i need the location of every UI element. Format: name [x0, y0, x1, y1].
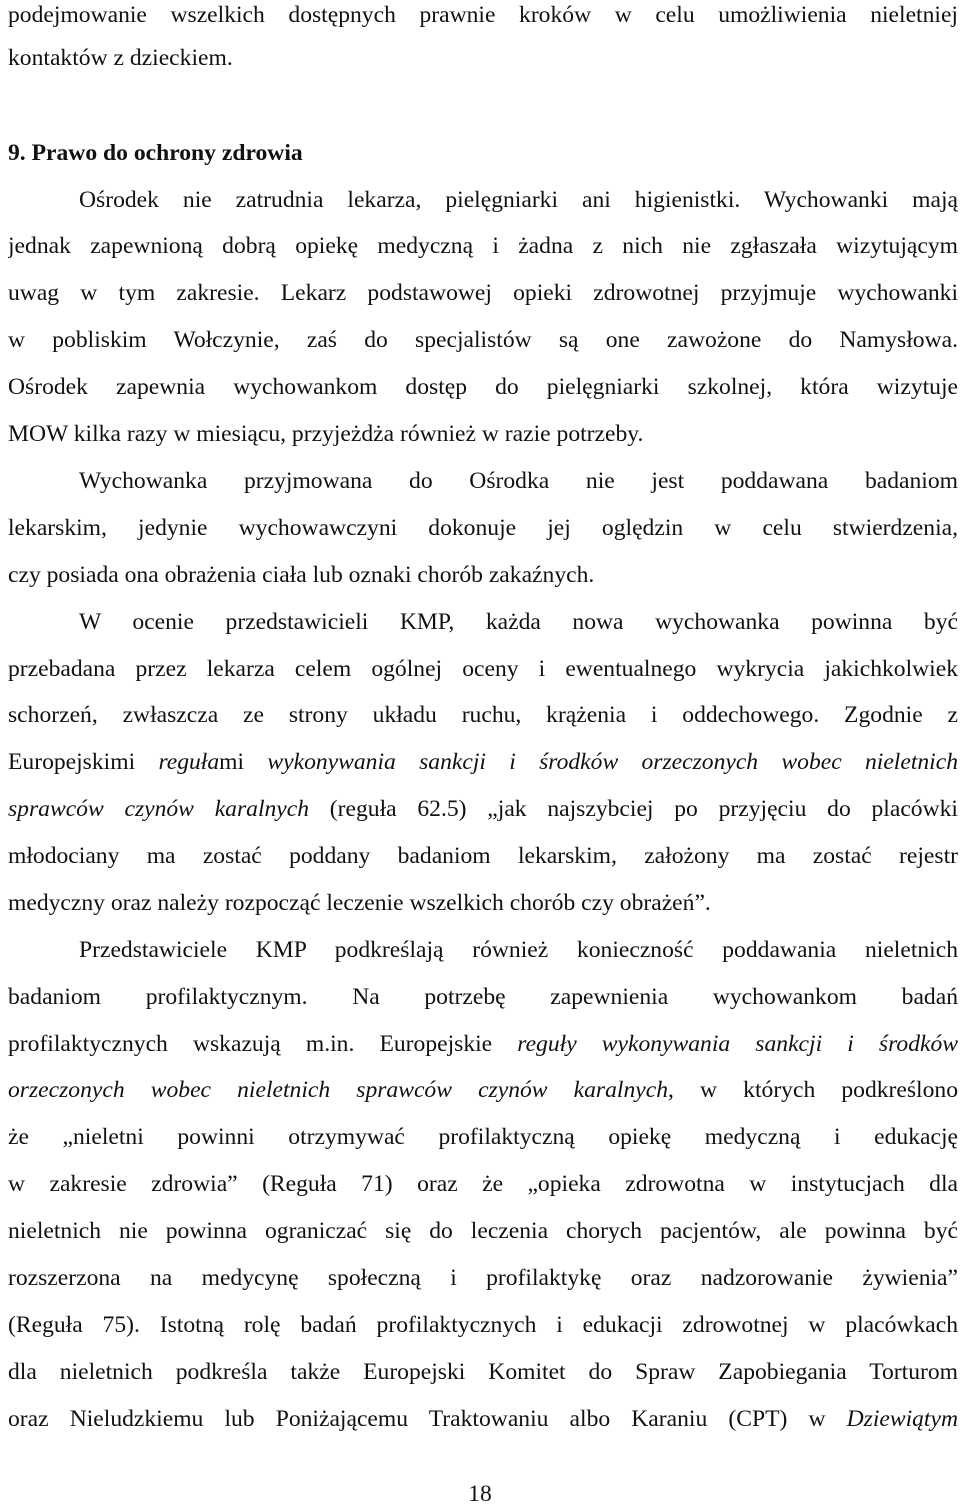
text-line [8, 747, 958, 777]
text-line: rozszerzona na medycynę społeczną i profilaktykę oraz nadzorowanie żywienia” [8, 1265, 958, 1291]
italic-span: Dziewiątym [846, 1406, 958, 1432]
text-line: Ośrodek zapewnia wychowankom dostęp do pielęgniarki szkolnej, która wizytuje [8, 374, 958, 400]
text-line: 9. Prawo do ochrony zdrowia [8, 140, 303, 166]
text-line: w zakresie zdrowia” (Reguła 71) oraz że „opieka zdrowotna w instytucjach dla [8, 1171, 958, 1197]
italic-span: wykonywania sankcji i środków orzeczonych wobec nieletnich [267, 749, 958, 775]
text-line: Ośrodek nie zatrudnia lekarza, pielęgniarki ani higienistki. Wychowanki mają [79, 187, 958, 213]
italic-span: reguły wykonywania sankcji i środków [517, 1031, 958, 1057]
text-line [8, 1029, 958, 1059]
page-number: 18 [468, 1481, 492, 1507]
text-span: Europejskimi [8, 749, 159, 775]
text-line [8, 1404, 958, 1434]
text-line: nieletnich nie powinna ograniczać się do leczenia chorych pacjentów, ale powinna być [8, 1218, 958, 1244]
text-line: kontaktów z dzieckiem. [8, 45, 233, 71]
text-span: (reguła 62.5) „jak najszybciej po przyjęciu do placówki [309, 796, 958, 822]
text-span: profilaktycznych wskazują m.in. Europejskie [8, 1031, 518, 1057]
text-line: badaniom profilaktycznym. Na potrzebę zapewnienia wychowankom badań [8, 984, 958, 1010]
text-line: że „nieletni powinni otrzymywać profilaktyczną opiekę medyczną i edukację [8, 1124, 958, 1150]
text-span: mi [219, 749, 268, 775]
italic-span: orzeczonych wobec nieletnich sprawców czynów karalnych [8, 1077, 668, 1103]
text-line: czy posiada ona obrażenia ciała lub oznaki chorób zakaźnych. [8, 562, 595, 588]
text-line: Wychowanka przyjmowana do Ośrodka nie jest poddawana badaniom [79, 468, 958, 494]
text-span: , w których podkreślono [668, 1077, 958, 1103]
text-line [8, 794, 958, 824]
text-line: jednak zapewnioną dobrą opiekę medyczną i żadna z nich nie zgłaszała wizytującym [8, 233, 958, 259]
italic-span: reguła [158, 749, 220, 775]
text-line: młodociany ma zostać poddany badaniom lekarskim, założony ma zostać rejestr [8, 843, 958, 869]
text-line: podejmowanie wszelkich dostępnych prawnie kroków w celu umożliwienia nieletniej [8, 2, 958, 28]
text-line: dla nieletnich podkreśla także Europejski Komitet do Spraw Zapobiegania Torturom [8, 1359, 958, 1385]
text-line: Przedstawiciele KMP podkreślają również konieczność poddawania nieletnich [79, 937, 958, 963]
text-line: schorzeń, zwłaszcza ze strony układu ruchu, krążenia i oddechowego. Zgodnie z [8, 702, 958, 728]
text-line: W ocenie przedstawicieli KMP, każda nowa wychowanka powinna być [79, 609, 958, 635]
text-line: w pobliskim Wołczynie, zaś do specjalistów są one zawożone do Namysłowa. [8, 327, 958, 353]
text-line: uwag w tym zakresie. Lekarz podstawowej opieki zdrowotnej przyjmuje wychowanki [8, 280, 958, 306]
text-line: medyczny oraz należy rozpocząć leczenie wszelkich chorób czy obrażeń”. [8, 890, 711, 916]
italic-span: sprawców czynów karalnych [8, 796, 310, 822]
text-line: lekarskim, jedynie wychowawczyni dokonuje jej oględzin w celu stwierdzenia, [8, 515, 958, 541]
text-line: (Reguła 75). Istotną rolę badań profilaktycznych i edukacji zdrowotnej w placówkach [8, 1312, 958, 1338]
text-line: MOW kilka razy w miesiącu, przyjeżdża również w razie potrzeby. [8, 421, 644, 447]
text-line: przebadana przez lekarza celem ogólnej oceny i ewentualnego wykrycia jakichkolwiek [8, 656, 958, 682]
text-span: oraz Nieludzkiemu lub Poniżającemu Traktowaniu albo Karaniu (CPT) w [8, 1406, 847, 1432]
text-line [8, 1075, 958, 1105]
